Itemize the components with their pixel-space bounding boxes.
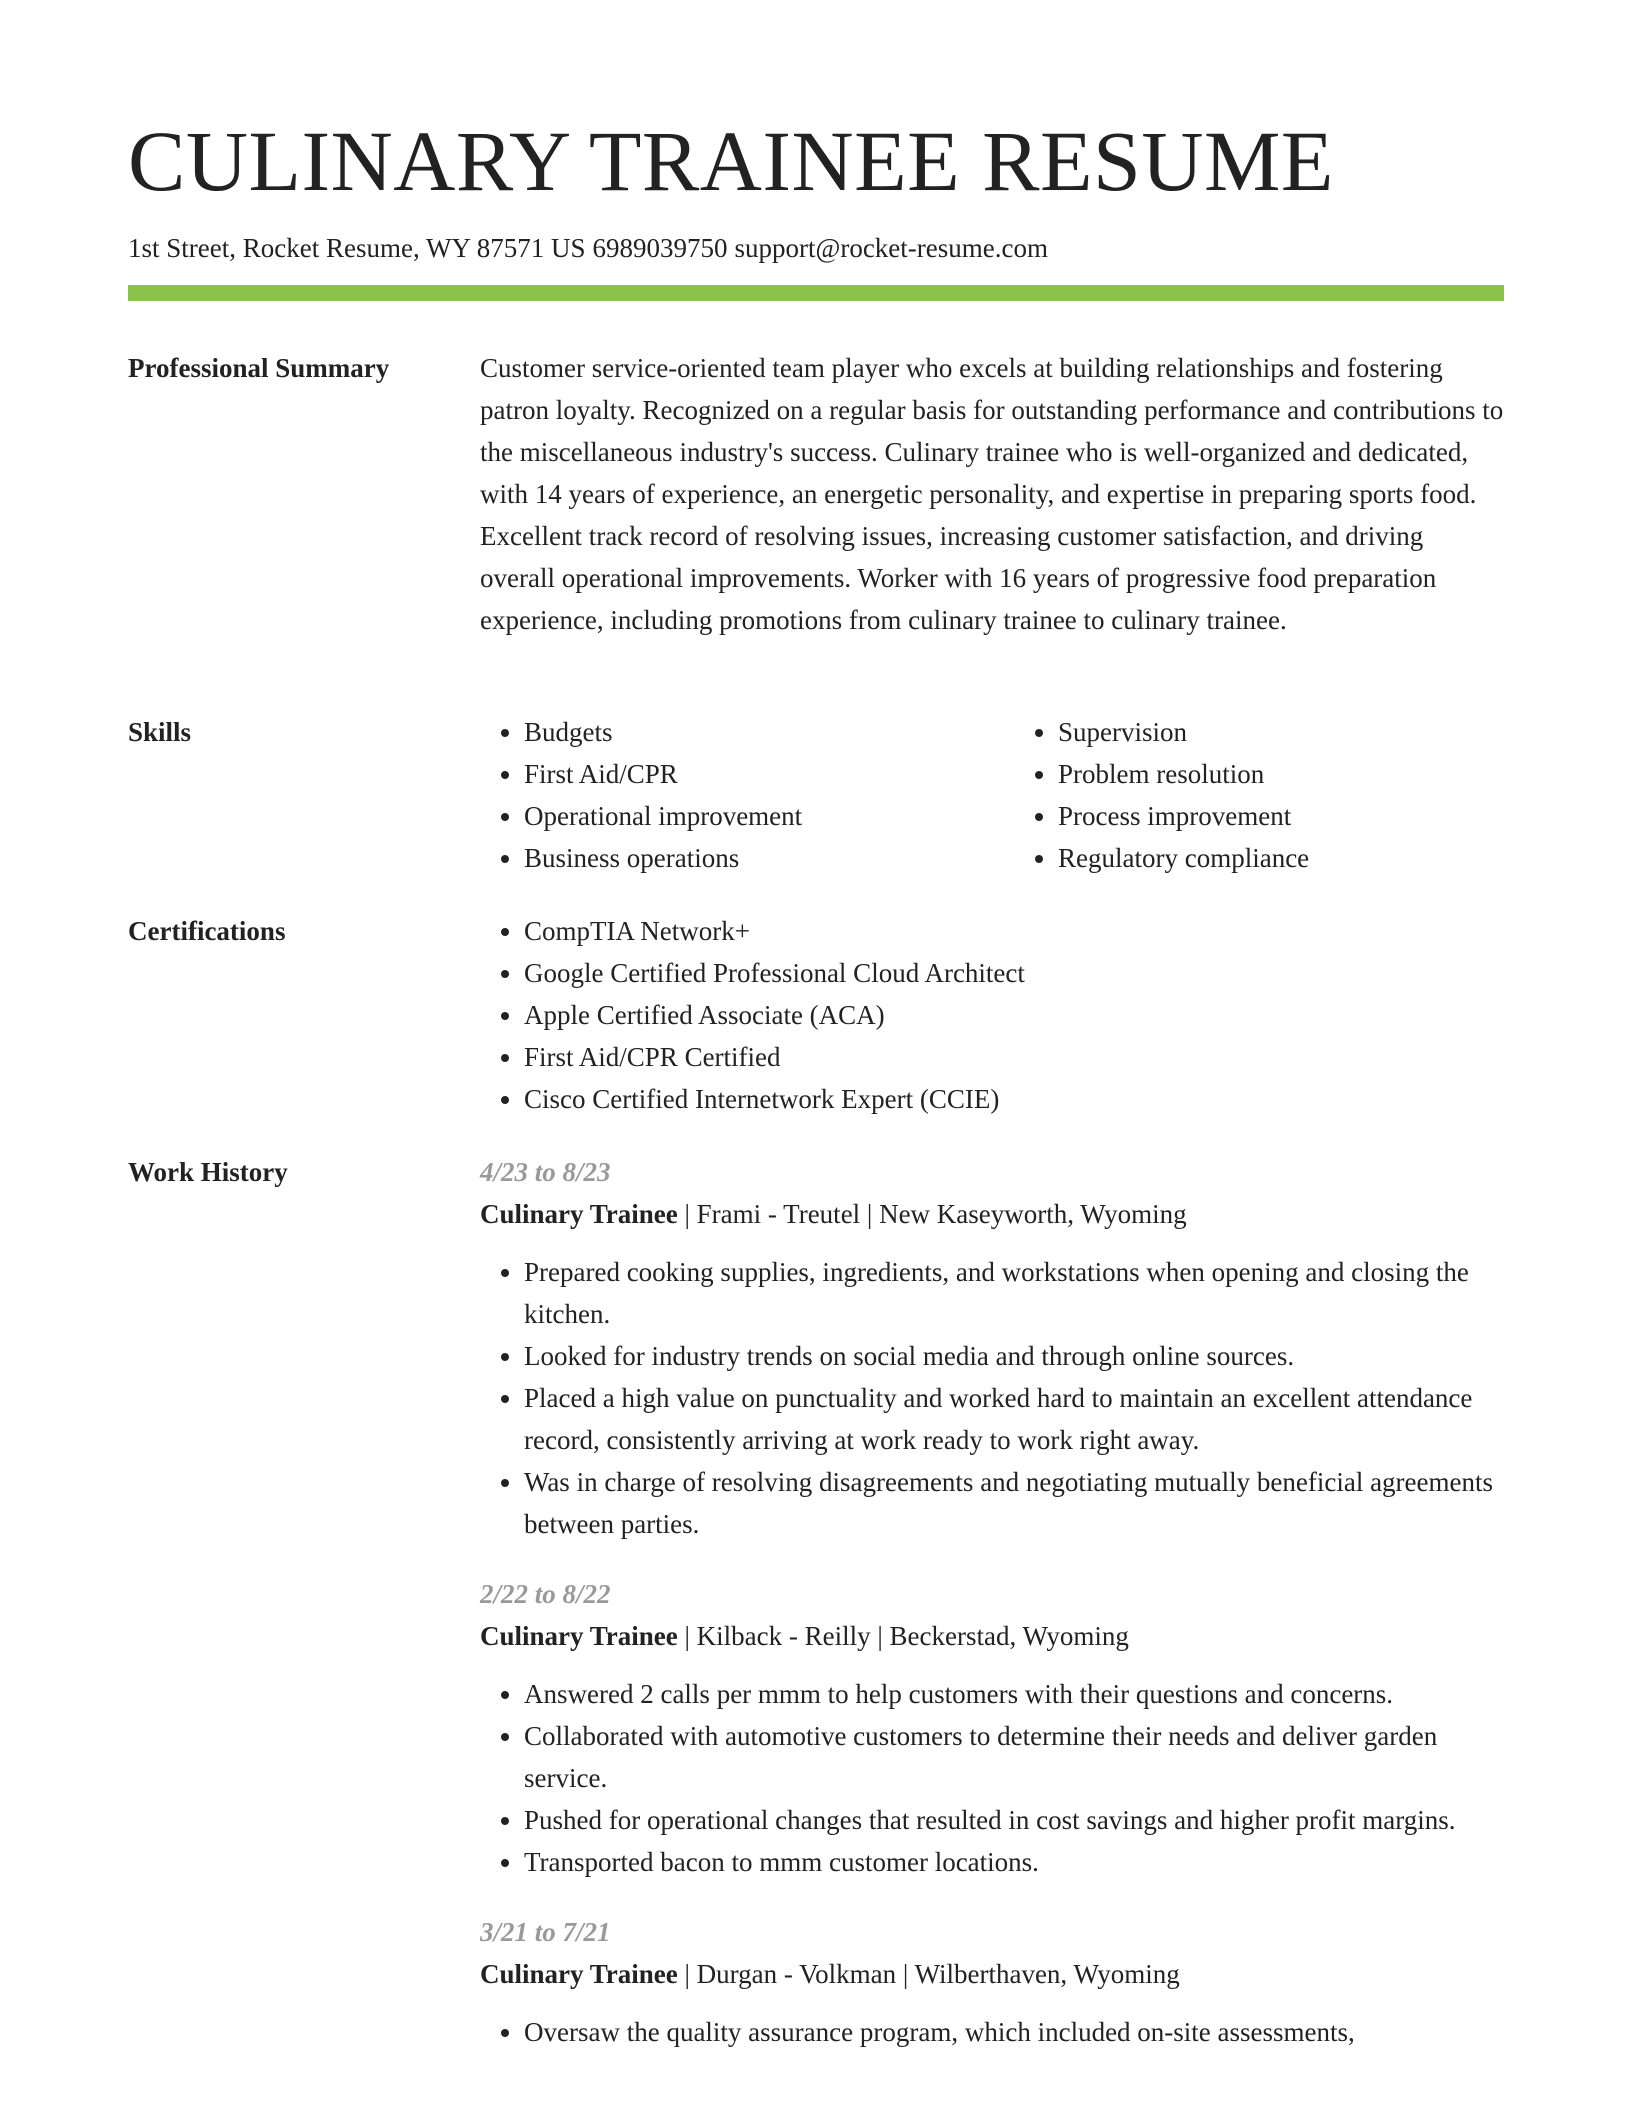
skill-item: • First Aid/CPR <box>524 753 970 795</box>
skill-item: • Problem resolution <box>1058 753 1504 795</box>
skill-item: • Business operations <box>524 837 970 879</box>
job-entry <box>480 1573 1504 1883</box>
summary-body <box>480 347 1504 641</box>
job-bullet: • Was in charge of resolving disagreements and negotiating mutually beneficial agreements between parties. <box>524 1461 1504 1545</box>
skill-item: • Operational improvement <box>524 795 970 837</box>
contact-line <box>128 232 1048 264</box>
work-history-section <box>128 1151 1504 2112</box>
skill-item: • Budgets <box>524 711 970 753</box>
summary-text: Customer service-oriented team player who excels at building relationships and fostering patron loyalty. Recognized on a regular basis for outstanding performance and contributions to the miscellaneous industry's success. Culinary trainee who is well-organized and dedicated, with 14 years of experience, an energetic personality, and expertise in preparing sports food. Excellent track record of resolving issues, increasing customer satisfaction, and driving overall operational improvements. Worker with 16 years of progressive food preparation experience, including promotions from culinary trainee to culinary trainee. <box>480 353 1504 635</box>
summary-section <box>128 347 1504 677</box>
job-bullets <box>480 1251 1504 1545</box>
certifications-list <box>480 910 1504 1120</box>
job-bullet: • Transported bacon to mmm customer locations. <box>524 1841 1504 1883</box>
job-bullet: • Placed a high value on punctuality and worked hard to maintain an excellent attendance record, consistently arriving at work ready to work right away. <box>524 1377 1504 1461</box>
job-details: | Durgan - Volkman | Wilberthaven, Wyoming <box>677 1959 1180 1989</box>
resume-title: CULINARY TRAINEE RESUME <box>128 113 1334 209</box>
job-entry <box>480 1151 1504 1545</box>
job-title: Culinary Trainee <box>480 1621 678 1651</box>
skills-heading: Skills <box>128 717 192 747</box>
job-details: | Kilback - Reilly | Beckerstad, Wyoming <box>677 1621 1129 1651</box>
skills-section <box>128 711 1504 881</box>
certification-item: • Apple Certified Associate (ACA) <box>524 994 1504 1036</box>
certification-item: • Cisco Certified Internetwork Expert (CCIE) <box>524 1078 1504 1120</box>
contact-address: 1st Street, Rocket Resume, WY 87571 US <box>128 233 586 263</box>
job-bullet: • Answered 2 calls per mmm to help customers with their questions and concerns. <box>524 1673 1504 1715</box>
job-heading <box>480 1615 1504 1657</box>
accent-divider <box>128 285 1504 301</box>
job-title: Culinary Trainee <box>480 1199 678 1229</box>
job-bullets <box>480 1673 1504 1883</box>
contact-phone: 6989039750 <box>592 233 728 263</box>
job-bullet: • Oversaw the quality assurance program, which included on-site assessments, <box>524 2011 1504 2053</box>
job-bullets <box>480 2011 1504 2053</box>
certification-item: • First Aid/CPR Certified <box>524 1036 1504 1078</box>
contact-email: support@rocket-resume.com <box>734 233 1048 263</box>
skill-item: • Process improvement <box>1058 795 1504 837</box>
job-date: 3/21 to 7/21 <box>480 1917 611 1947</box>
work-history-heading: Work History <box>128 1157 288 1187</box>
certifications-section <box>128 910 1504 1125</box>
skills-list-right <box>1014 711 1504 879</box>
certifications-heading: Certifications <box>128 916 286 946</box>
job-heading <box>480 1953 1504 1995</box>
job-bullet: • Looked for industry trends on social media and through online sources. <box>524 1335 1504 1377</box>
certification-item: • CompTIA Network+ <box>524 910 1504 952</box>
job-date: 4/23 to 8/23 <box>480 1157 611 1187</box>
skills-list-left <box>480 711 970 879</box>
certifications-body <box>480 910 1504 1120</box>
job-date: 2/22 to 8/22 <box>480 1579 611 1609</box>
work-history-body <box>480 1151 1504 2081</box>
job-bullet: • Pushed for operational changes that resulted in cost savings and higher profit margins. <box>524 1799 1504 1841</box>
job-entry <box>480 1911 1504 2053</box>
skills-body <box>480 711 1504 879</box>
skill-item: • Regulatory compliance <box>1058 837 1504 879</box>
job-bullet: • Collaborated with automotive customers to determine their needs and deliver garden service. <box>524 1715 1504 1799</box>
skill-item: • Supervision <box>1058 711 1504 753</box>
certification-item: • Google Certified Professional Cloud Architect <box>524 952 1504 994</box>
summary-heading: Professional Summary <box>128 353 390 383</box>
job-bullet: • Prepared cooking supplies, ingredients, and workstations when opening and closing the kitchen. <box>524 1251 1504 1335</box>
job-title: Culinary Trainee <box>480 1959 678 1989</box>
job-heading <box>480 1193 1504 1235</box>
job-details: | Frami - Treutel | New Kaseyworth, Wyoming <box>677 1199 1187 1229</box>
